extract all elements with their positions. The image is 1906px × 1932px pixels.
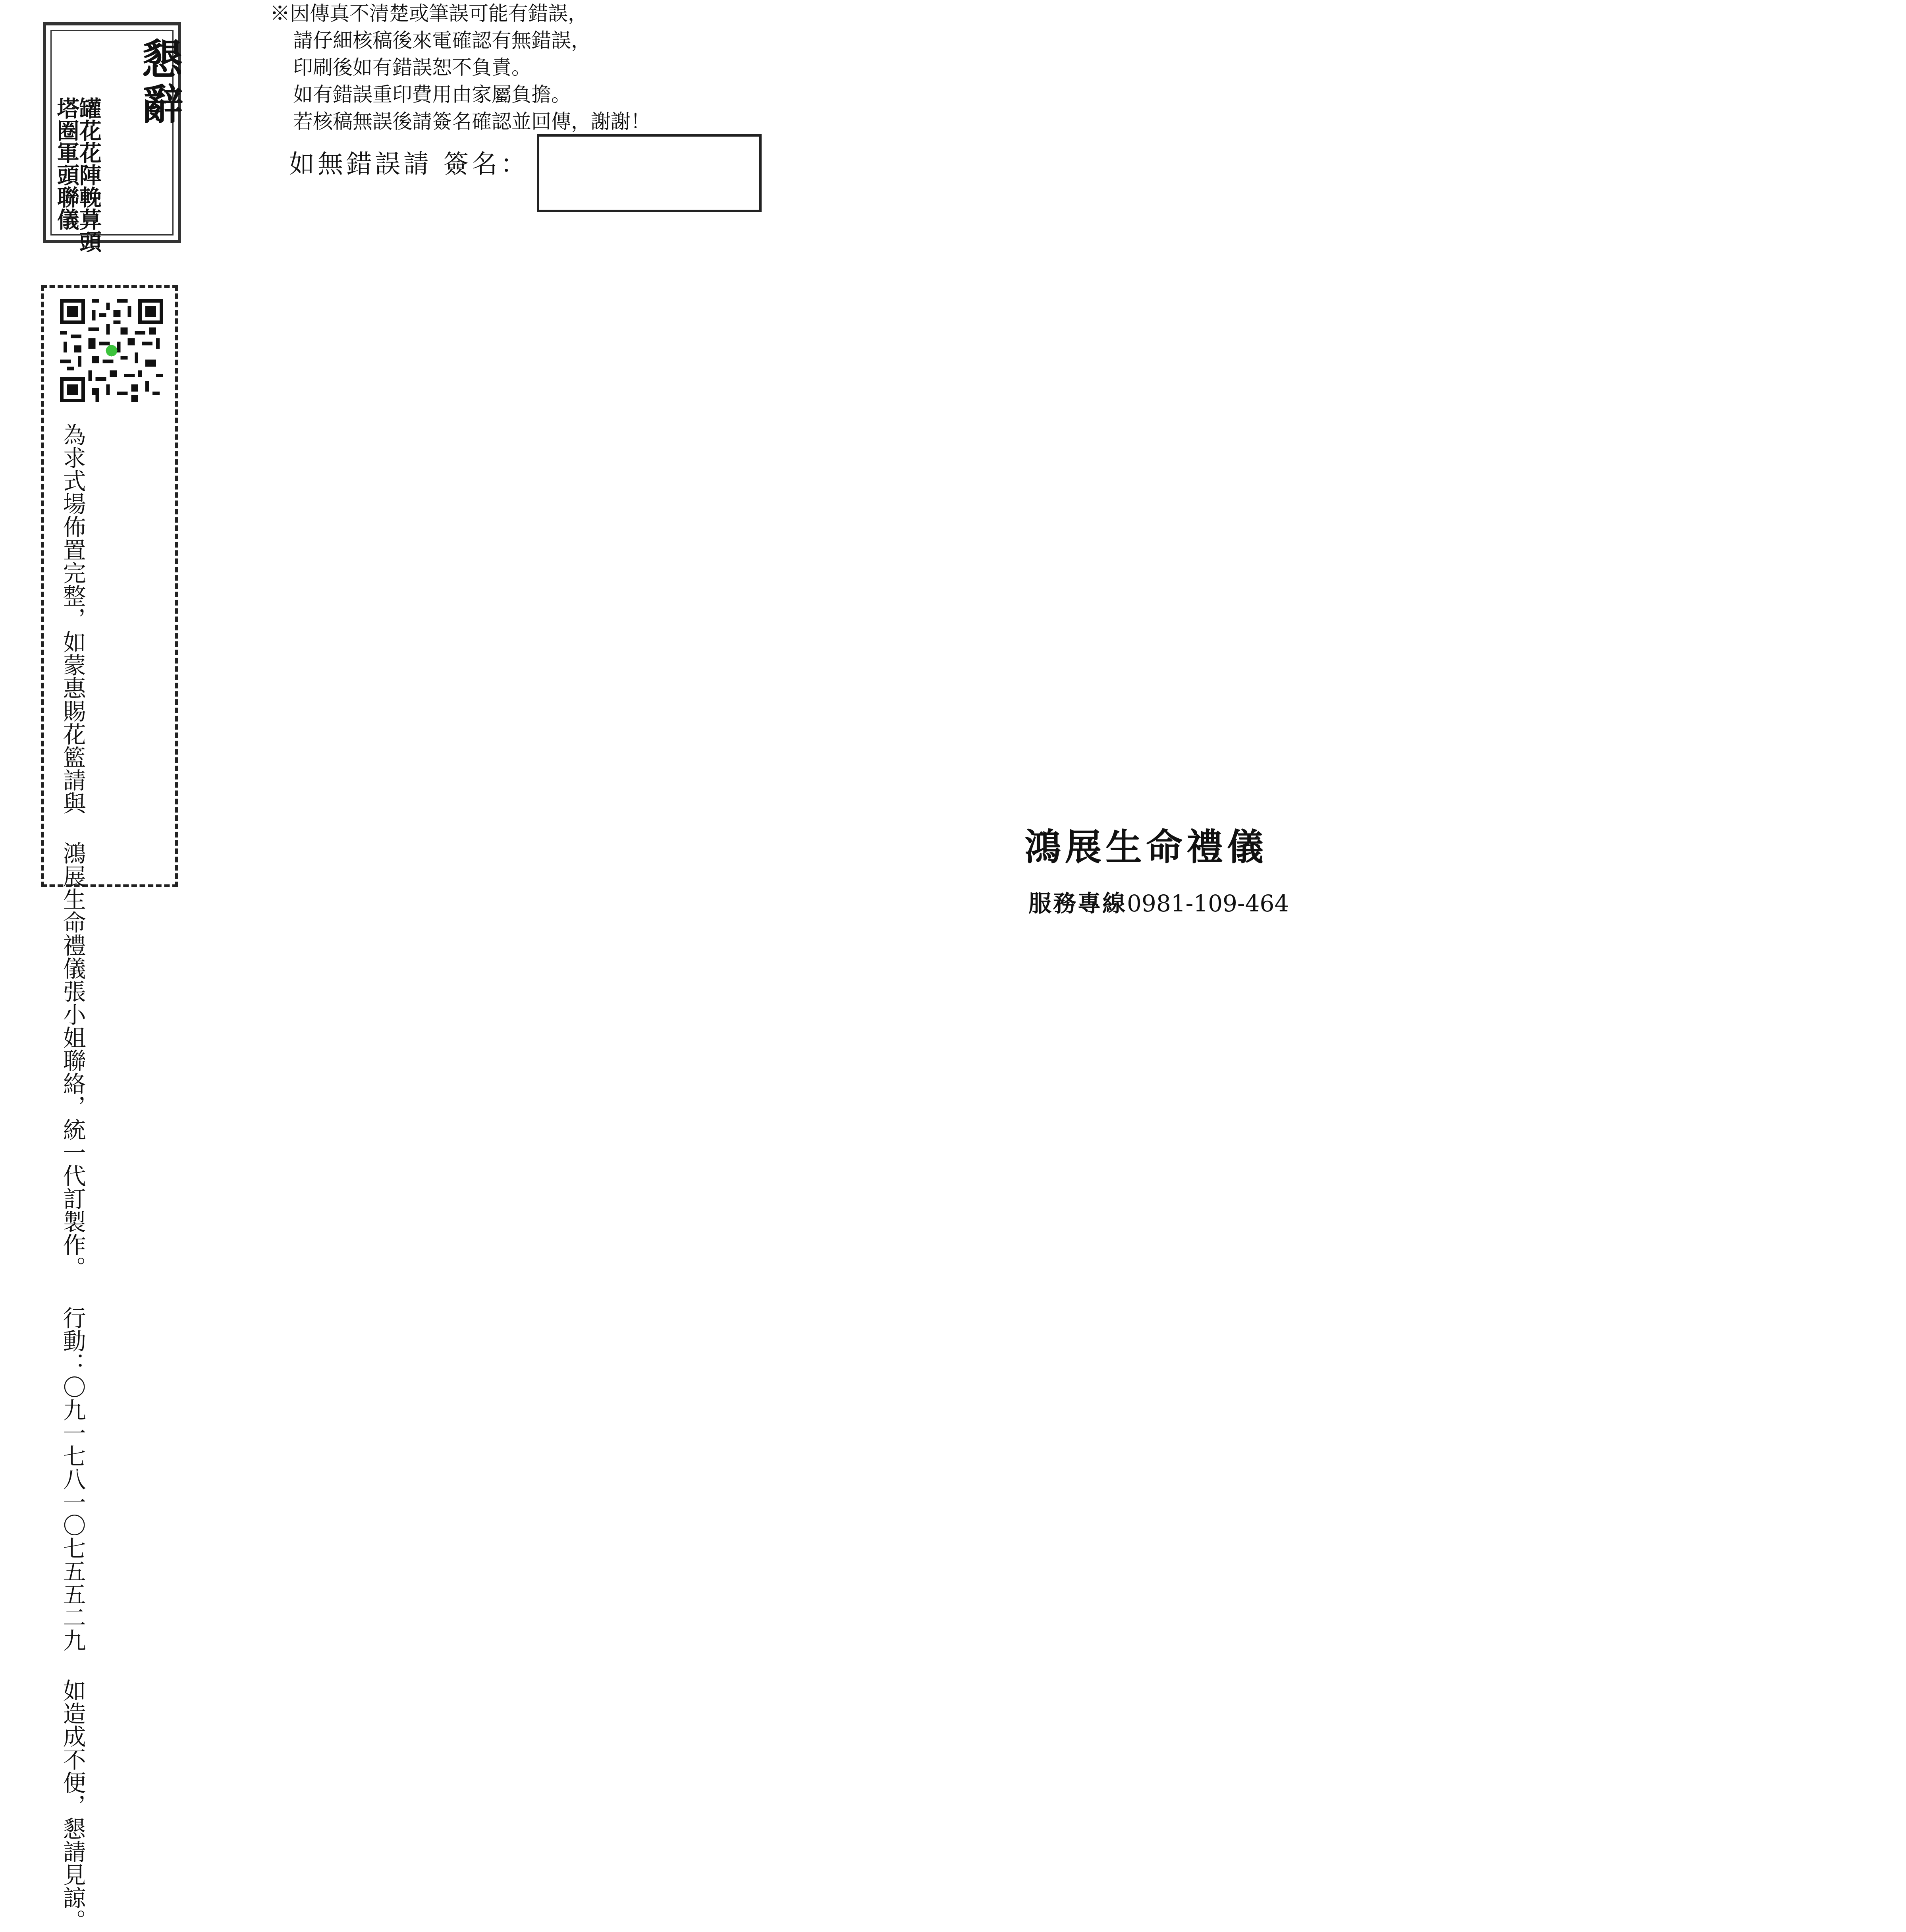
side-box-line: 罐花花陣輓萛頭 — [75, 97, 102, 253]
proof-note: 如有錯誤重印費用由家屬負擔。 — [293, 83, 571, 106]
qr-code — [60, 299, 163, 402]
hotline-number: 0981-109-464 — [1127, 890, 1289, 917]
family-roster — [222, 286, 794, 905]
side-box-line: 塔圈軍頭聯儀 — [53, 97, 80, 230]
company-name: 鴻展生命禮儀 — [1024, 826, 1268, 869]
signature-label: 如無錯誤請 簽名： — [289, 150, 529, 179]
qr-notice-line: 行動：〇九一七八一〇七五五二九 — [59, 1306, 86, 1652]
side-box — [43, 22, 184, 253]
proof-note: 請仔細核稿後來電確認有無錯誤， — [293, 29, 591, 52]
qr-notice — [60, 423, 85, 1932]
qr-notice-line: 如造成不便，懇請見諒。 — [59, 1679, 86, 1932]
proof-note: ※因傳真不清楚或筆誤可能有錯誤， — [270, 2, 588, 25]
company-hotline — [1028, 885, 1289, 918]
qr-notice-line: 為求式場佈置完整，如蒙惠賜花籃請與 — [59, 423, 86, 814]
proof-notes — [270, 0, 794, 135]
side-box-title: 懇辭 — [135, 37, 184, 128]
hotline-label: 服務專線 — [1028, 890, 1127, 917]
qr-panel — [41, 285, 178, 1932]
proof-note: 若核稿無誤後請簽名確認並回傳，謝謝！ — [293, 110, 650, 133]
signature-box[interactable] — [537, 134, 762, 212]
qr-notice-line: 鴻展生命禮儀張小姐聯絡，統一代訂製作。 — [59, 842, 86, 1279]
proof-note: 印刷後如有錯誤恕不負責。 — [293, 56, 531, 79]
